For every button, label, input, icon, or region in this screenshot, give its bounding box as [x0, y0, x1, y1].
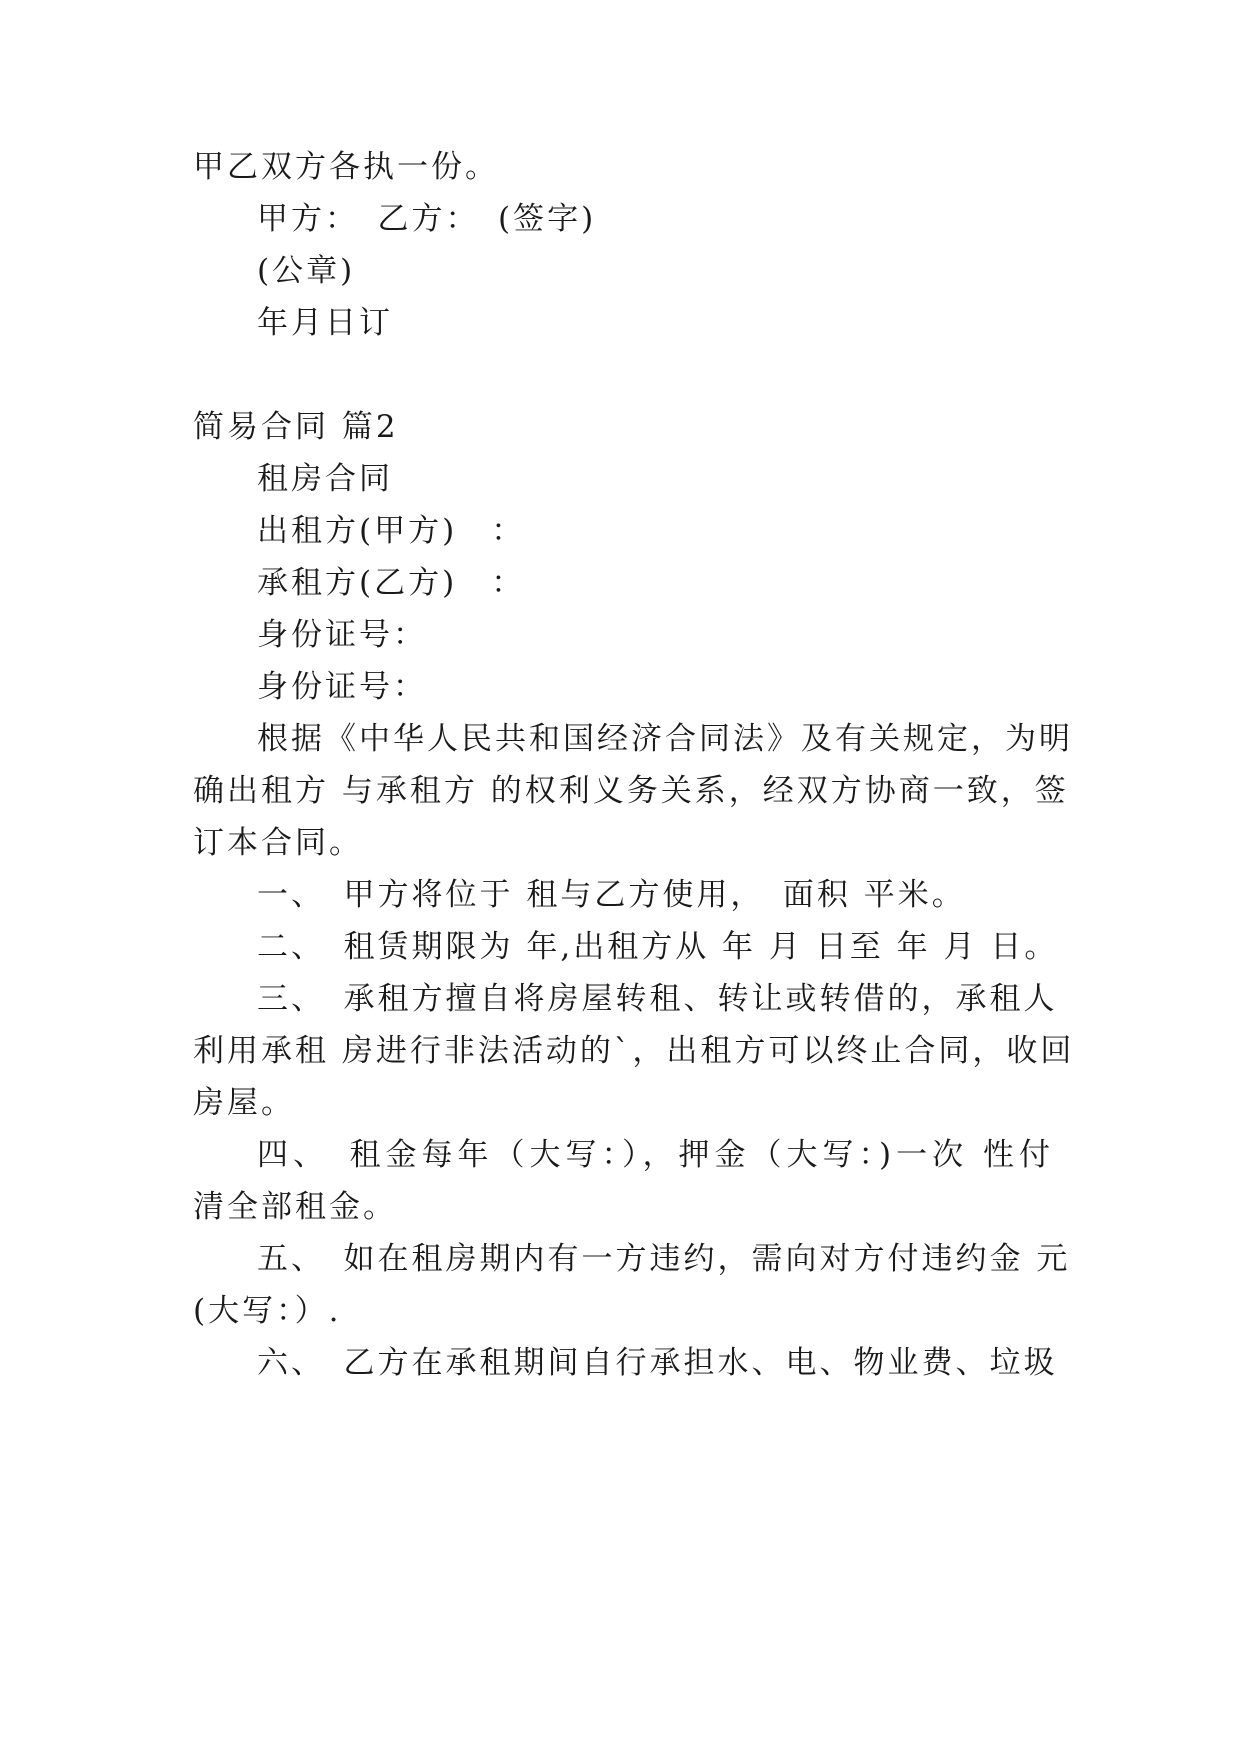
text-line: 出租方(甲方) ：	[257, 513, 526, 549]
clause-line: 五、 如在租房期内有一方违约，需向对方付违约金 元	[257, 1241, 1071, 1277]
contract-title: 租房合同	[257, 461, 393, 497]
clause-line: (大写：）.	[193, 1293, 342, 1329]
text-line: 承租方(乙方) ：	[257, 565, 526, 601]
text-line: (公章)	[257, 253, 356, 289]
clause-line: 房屋。	[193, 1085, 295, 1121]
clause-line: 利用承租 房进行非法活动的`，出租方可以终止合同，收回	[193, 1033, 1075, 1069]
text-line: 身份证号：	[257, 617, 427, 653]
text-line: 确出租方 与承租方 的权利义务关系，经双方协商一致，签	[193, 773, 1069, 809]
clause-line: 四、 租金每年（大写：），押金（大写：)一次 性付	[257, 1137, 1053, 1173]
text-line: 甲乙双方各执一份。	[193, 149, 499, 185]
clause-line: 三、 承租方擅自将房屋转租、转让或转借的，承租人	[257, 981, 1058, 1017]
text-line: 甲方： 乙方： (签字)	[257, 201, 597, 237]
text-line: 年月日订	[257, 305, 393, 341]
clause-line: 二、 租赁期限为 年,出租方从 年 月 日至 年 月 日。	[257, 929, 1059, 965]
clause-line: 一、 甲方将位于 租与乙方使用， 面积 平米。	[257, 877, 966, 913]
section-heading: 简易合同 篇2	[193, 409, 399, 445]
text-line: 根据《中华人民共和国经济合同法》及有关规定，为明	[257, 721, 1073, 757]
text-line: 订本合同。	[193, 825, 363, 861]
clause-line: 清全部租金。	[193, 1189, 397, 1225]
text-line: 身份证号：	[257, 669, 427, 705]
clause-line: 六、 乙方在承租期间自行承担水、电、物业费、垃圾	[257, 1345, 1058, 1381]
